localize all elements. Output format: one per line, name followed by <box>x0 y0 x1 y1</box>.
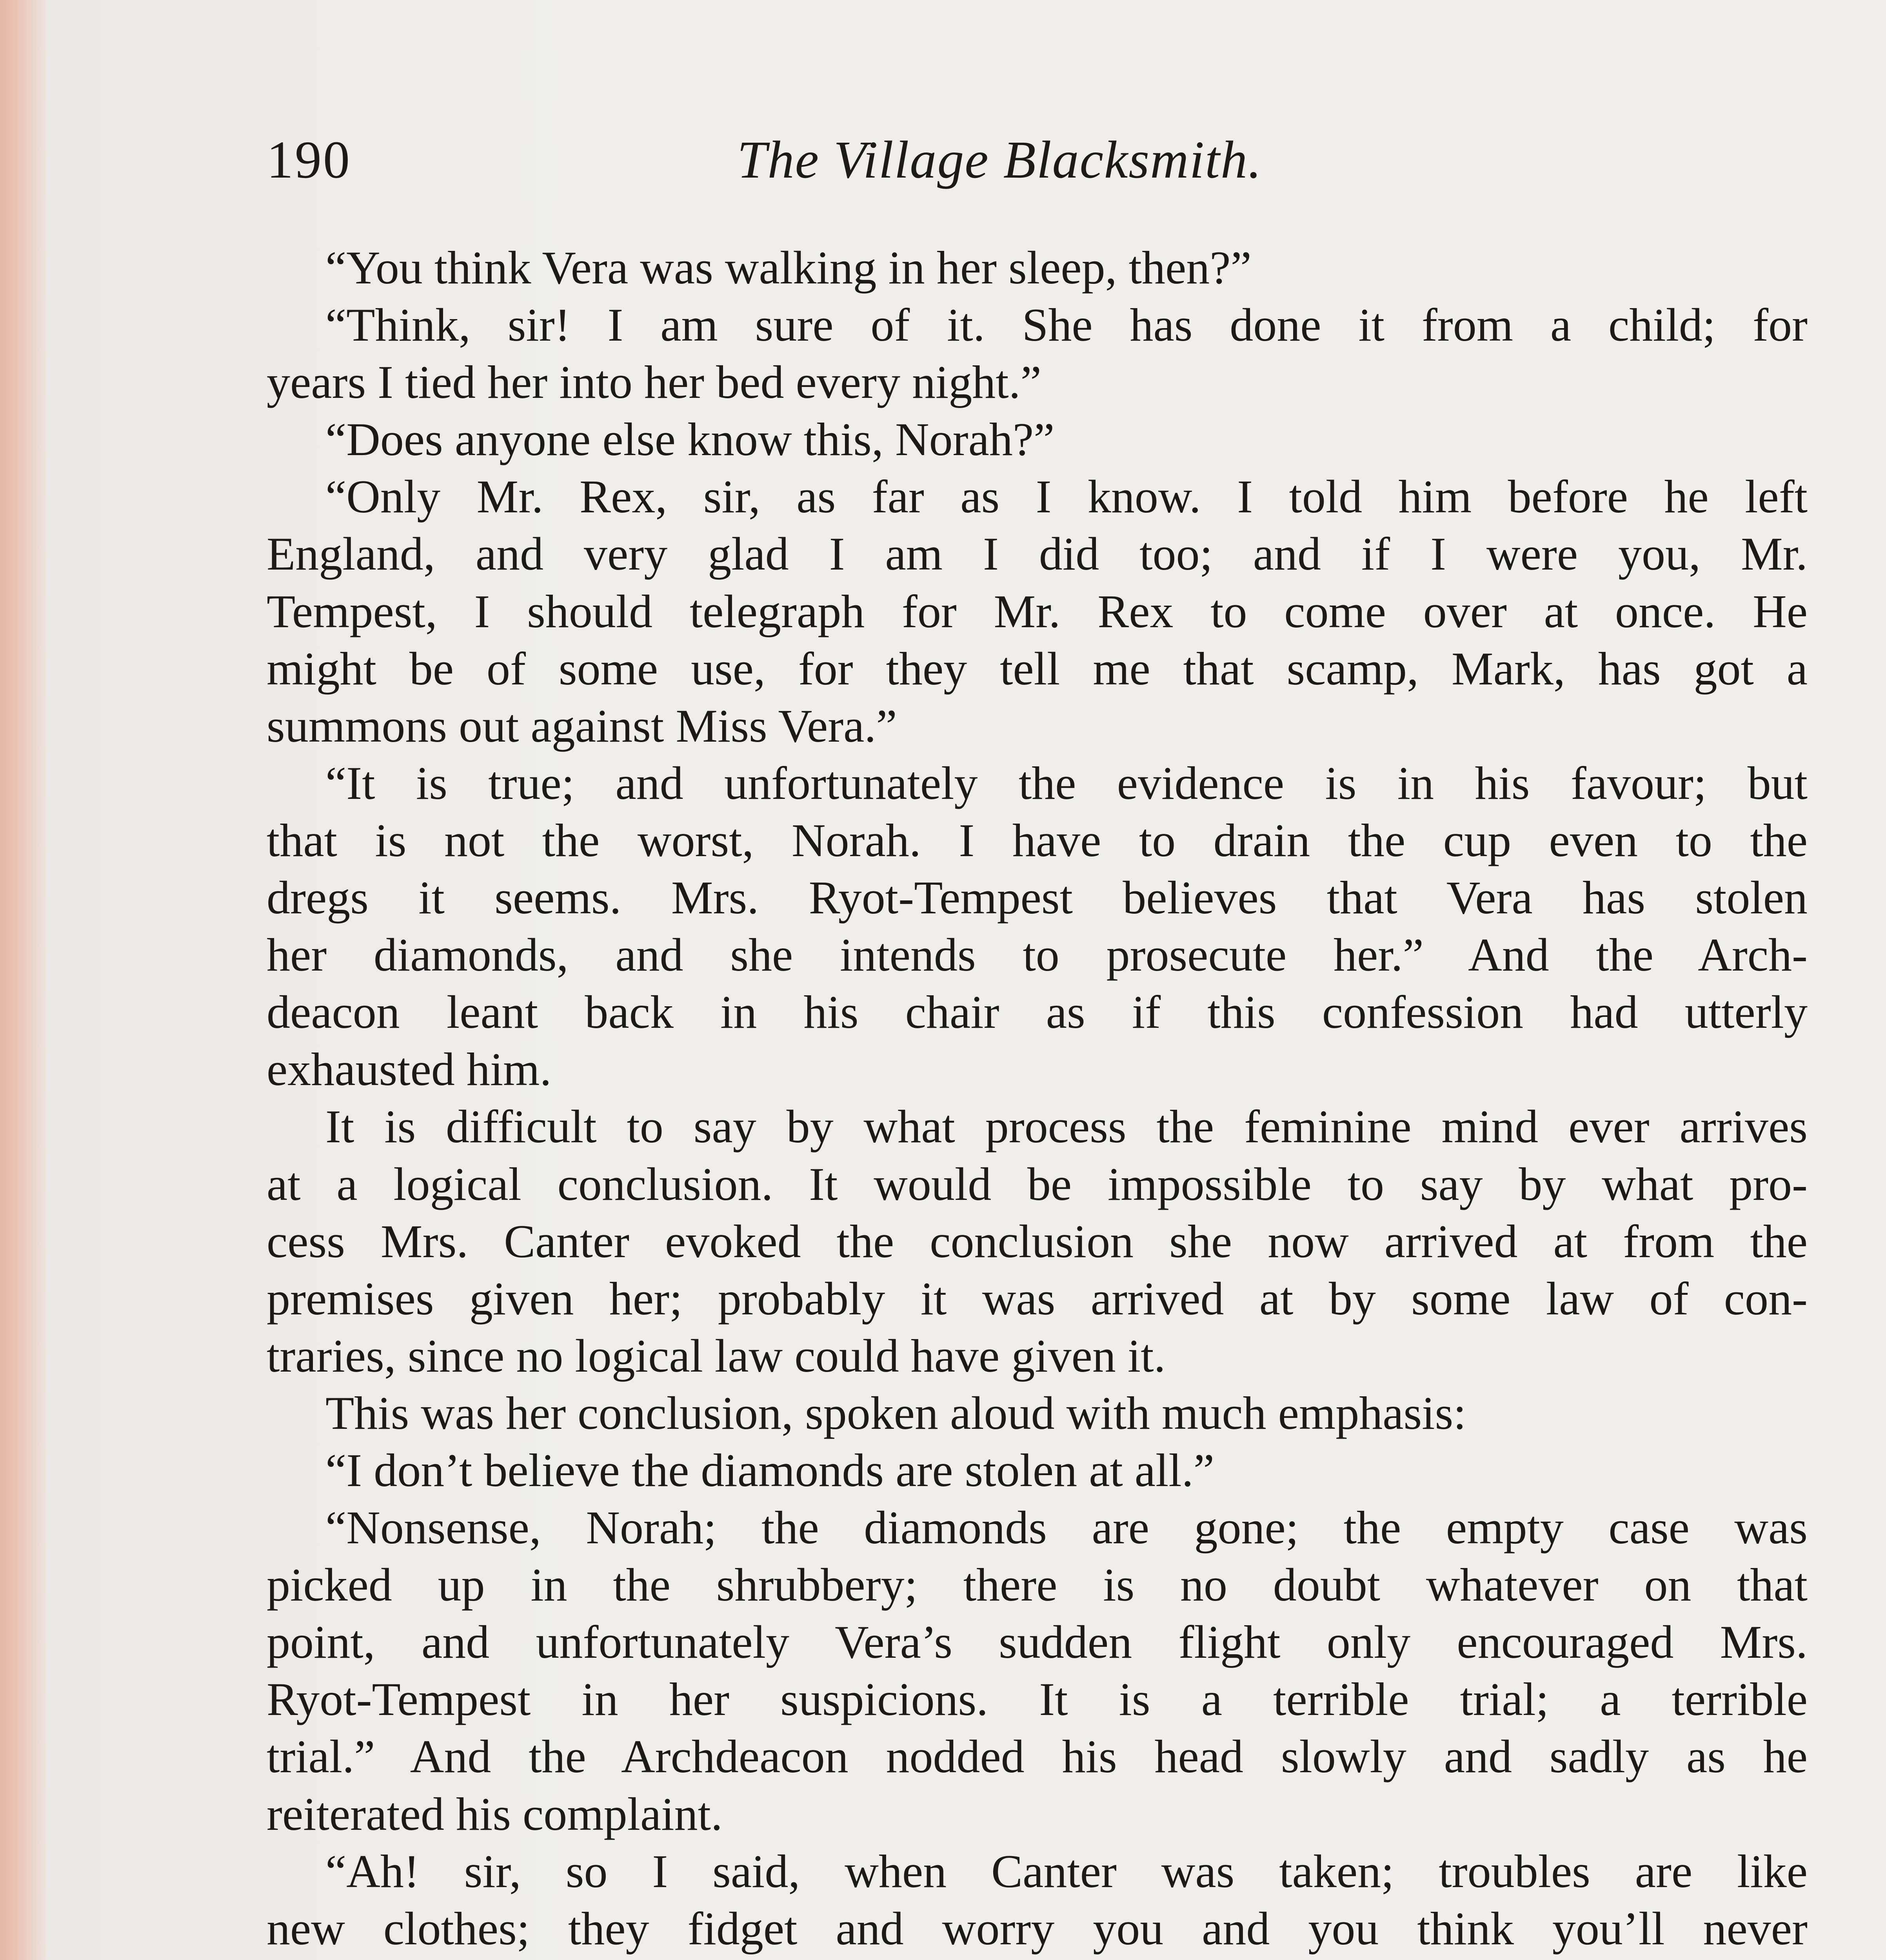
text-line: cess Mrs. Canter evoked the conclusion she now arrived at from the <box>267 1215 1808 1267</box>
text-line: at a logical conclusion. It would be impossible to say by what pro- <box>267 1158 1808 1210</box>
body-text <box>267 239 1808 1960</box>
text-line: This was her conclusion, spoken aloud with much emphasis: <box>325 1387 1466 1439</box>
text-line: deacon leant back in his chair as if this confession had utterly <box>267 986 1808 1038</box>
text-line: picked up in the shrubbery; there is no doubt whatever on that <box>267 1559 1808 1611</box>
text-line: summons out against Miss Vera.” <box>267 699 897 752</box>
text-line: Tempest, I should telegraph for Mr. Rex to come over at once. He <box>267 585 1808 637</box>
text-line: trial.” And the Archdeacon nodded his head slowly and sadly as he <box>267 1730 1808 1783</box>
text-line: might be of some use, for they tell me that scamp, Mark, has got a <box>267 642 1808 695</box>
text-line: “Does anyone else know this, Norah?” <box>325 413 1055 466</box>
page-edge <box>0 0 47 1960</box>
text-line: “I don’t believe the diamonds are stolen at all.” <box>325 1444 1214 1496</box>
text-line: “You think Vera was walking in her sleep, then?” <box>325 241 1252 294</box>
text-line: “Only Mr. Rex, sir, as far as I know. I told him before he left <box>325 470 1808 523</box>
text-line <box>267 1957 1808 1960</box>
text-line: “Ah! sir, so I said, when Canter was taken; troubles are like <box>325 1845 1808 1897</box>
text-line: point, and unfortunately Vera’s sudden flight only encouraged Mrs. <box>267 1616 1808 1668</box>
page-header <box>267 129 1812 208</box>
running-title: The Village Blacksmith. <box>737 131 1262 189</box>
page-number: 190 <box>267 131 351 189</box>
text-line: “It is true; and unfortunately the evidence is in his favour; but <box>325 757 1808 809</box>
text-line: “Think, sir! I am sure of it. She has done it from a child; for <box>325 299 1808 351</box>
text-line: traries, since no logical law could have given it. <box>267 1329 1166 1382</box>
text-line: dregs it seems. Mrs. Ryot-Tempest believes that Vera has stolen <box>267 871 1808 924</box>
text-line: her diamonds, and she intends to prosecute her.” And the Arch- <box>267 929 1808 981</box>
text-line: exhausted him. <box>267 1043 552 1096</box>
text-line: years I tied her into her bed every night.” <box>267 356 1041 408</box>
text-line: that is not the worst, Norah. I have to drain the cup even to the <box>267 814 1808 866</box>
text-line: new clothes; they fidget and worry you and you think you’ll never <box>267 1902 1808 1955</box>
text-line: England, and very glad I am I did too; and if I were you, Mr. <box>267 528 1808 580</box>
text-line: “Nonsense, Norah; the diamonds are gone; the empty case was <box>325 1501 1808 1554</box>
text-line: Ryot-Tempest in her suspicions. It is a terrible trial; a terrible <box>267 1673 1808 1726</box>
text-line: It is difficult to say by what process the feminine mind ever arrives <box>325 1100 1808 1153</box>
text-line: premises given her; probably it was arrived at by some law of con- <box>267 1272 1808 1325</box>
text-line: reiterated his complaint. <box>267 1788 723 1840</box>
